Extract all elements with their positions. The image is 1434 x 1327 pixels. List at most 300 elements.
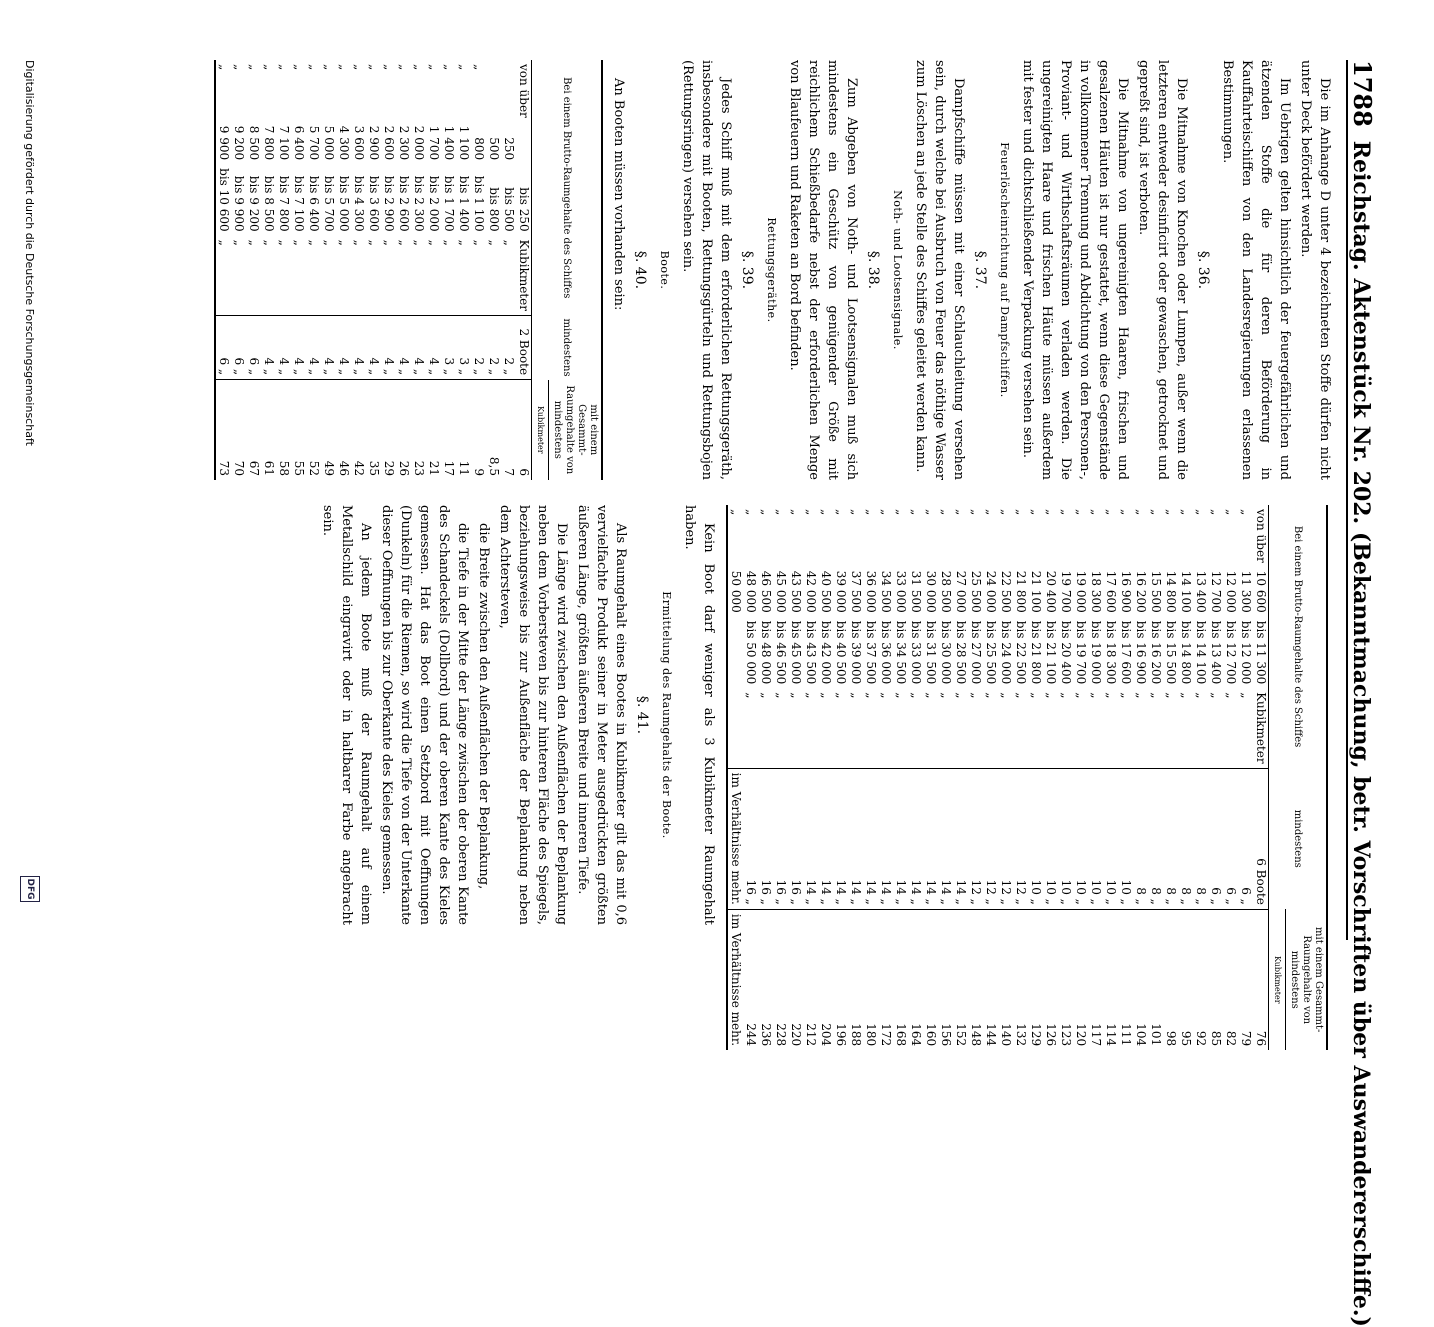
row-to-tonnage: bis 2 300	[412, 175, 426, 232]
section-heading: §. 39.	[739, 250, 755, 290]
row-unit: „	[291, 236, 306, 316]
row-unit: „	[426, 236, 441, 316]
row-from-tonnage: 15 500	[1149, 570, 1163, 613]
row-from-tonnage: 30 000	[924, 570, 938, 613]
row-to-tonnage: bis 1 700	[442, 175, 456, 232]
row-min-volume: 148	[969, 1023, 983, 1047]
section-subheading: Feuerlöscheinrichtung auf Dampfschiffen.	[998, 142, 1011, 398]
row-from-tonnage: 42 000	[804, 570, 818, 613]
row-from-tonnage: 2 900	[367, 125, 381, 161]
row-to-tonnage: bis 20 400	[1059, 620, 1073, 685]
row-boats-count: 6 „	[246, 316, 261, 380]
row-min-volume: 95	[1179, 1030, 1193, 1047]
row-min-volume: 11	[457, 460, 471, 476]
row-min-volume: 7	[502, 468, 516, 476]
row-boats-count: 6 „	[1238, 768, 1253, 909]
section-paragraph: Jedes Schiff muß mit dem erforderlichen Rettungsgeräth, insbesondere mit Booten, Rettungsgürteln und Rettungsbojen (Rettungsringen) versehen sein.	[680, 60, 733, 480]
table-row	[396, 60, 411, 480]
row-prefix: „	[472, 64, 486, 71]
row-prefix: „	[1134, 509, 1148, 516]
row-unit: „	[486, 236, 501, 316]
row-to-tonnage: bis 7 800	[277, 175, 291, 232]
row-unit: „	[1163, 688, 1178, 768]
row-prefix: „	[984, 509, 998, 516]
table-note: Kein Boot darf weniger als 3 Kubikmeter Raumgehalt haben.	[682, 505, 716, 925]
row-to-tonnage: bis 3 600	[367, 175, 381, 232]
table-row	[456, 60, 471, 480]
row-prefix: „	[894, 509, 908, 516]
row-from-tonnage: 18 300	[1089, 570, 1103, 613]
row-to-tonnage: bis 18 300	[1104, 620, 1118, 685]
row-to-tonnage: bis 28 500	[954, 620, 968, 685]
row-prefix: „	[924, 509, 938, 516]
row-from-tonnage: 48 000	[744, 570, 758, 613]
table-row	[441, 60, 456, 480]
row-unit: „	[276, 236, 291, 316]
row-from-tonnage: 12 700	[1209, 570, 1223, 613]
row-boats-count: 4 „	[396, 316, 411, 380]
row-boats-count: 4 „	[351, 316, 366, 380]
row-unit: „	[1238, 688, 1253, 768]
table-row	[1238, 505, 1253, 1050]
row-min-volume: 220	[789, 1023, 803, 1047]
row-boats-count: im Verhältnisse mehr.	[727, 768, 743, 909]
row-boats-count: 12 „	[983, 768, 998, 909]
table-row	[878, 505, 893, 1050]
row-prefix: „	[939, 509, 953, 516]
row-to-tonnage: bis 22 500	[1014, 620, 1028, 685]
row-boats-count: 4 „	[261, 316, 276, 380]
row-unit: „	[923, 688, 938, 768]
row-boats-count: 12 „	[968, 768, 983, 909]
row-prefix: „	[1014, 509, 1028, 516]
table-row	[351, 60, 366, 480]
row-unit: „	[968, 688, 983, 768]
row-unit: „	[938, 688, 953, 768]
row-from-tonnage: 19 000	[1074, 570, 1088, 613]
row-unit: „	[351, 236, 366, 316]
row-prefix: „	[819, 509, 833, 516]
table-row	[1013, 505, 1028, 1050]
row-prefix: „	[954, 509, 968, 516]
row-from-tonnage: 36 000	[864, 570, 878, 613]
row-min-volume: 160	[924, 1023, 938, 1047]
table-row	[863, 505, 878, 1050]
row-to-tonnage: bis 36 000	[879, 620, 893, 685]
row-from-tonnage: 14 100	[1179, 570, 1193, 613]
row-unit: „	[381, 236, 396, 316]
row-unit: „	[983, 688, 998, 768]
row-to-tonnage: bis 30 000	[939, 620, 953, 685]
row-boats-count: 10 „	[1028, 768, 1043, 909]
row-prefix: „	[232, 64, 246, 71]
row-prefix: „	[759, 509, 773, 516]
row-unit: „	[848, 688, 863, 768]
row-from-tonnage: 9 900	[215, 122, 231, 164]
table-row	[231, 60, 246, 480]
row-prefix: „	[1044, 509, 1058, 516]
row-to-tonnage: bis 5 700	[322, 175, 336, 232]
table-row	[1043, 505, 1058, 1050]
row-min-volume: 152	[954, 1023, 968, 1047]
row-min-volume: 188	[849, 1023, 863, 1047]
row-min-volume: 204	[819, 1023, 833, 1047]
row-prefix: „	[1104, 509, 1118, 516]
table-row	[968, 505, 983, 1050]
row-min-volume: 129	[1029, 1023, 1043, 1047]
table-body	[215, 60, 532, 480]
row-min-volume: 26	[397, 460, 411, 476]
row-min-volume: 117	[1089, 1023, 1103, 1047]
table-row	[1208, 505, 1223, 1050]
row-to-tonnage: bis 19 700	[1074, 620, 1088, 685]
row-prefix: „	[1239, 509, 1253, 516]
table-header-volume-unit: Kubikmeter	[532, 380, 549, 480]
row-to-tonnage: bis 2 600	[397, 175, 411, 232]
row-to-tonnage: bis 9 900	[232, 175, 246, 232]
row-prefix: „	[727, 505, 743, 567]
row-min-volume: 236	[759, 1023, 773, 1047]
row-to-tonnage: bis 15 500	[1164, 620, 1178, 685]
row-min-volume: 67	[247, 460, 261, 476]
row-from-tonnage: 16 200	[1134, 570, 1148, 613]
row-min-volume: 85	[1209, 1030, 1223, 1047]
row-unit: „	[321, 236, 336, 316]
row-boats-count: 3 „	[456, 316, 471, 380]
left-column	[214, 60, 1334, 480]
row-prefix: „	[1194, 509, 1208, 516]
row-from-tonnage: 11 300	[1239, 570, 1253, 613]
row-unit: „	[396, 236, 411, 316]
page-header	[1346, 60, 1388, 1327]
row-unit: „	[1208, 688, 1223, 768]
row-unit: „	[366, 236, 381, 316]
row-min-volume: 6	[517, 468, 531, 476]
row-from-tonnage: 7 800	[262, 125, 276, 161]
row-unit: „	[1073, 688, 1088, 768]
row-boats-count: 4 „	[276, 316, 291, 380]
row-from-tonnage: 8 500	[247, 125, 261, 161]
row-unit: „	[1103, 688, 1118, 768]
row-min-volume: 52	[307, 460, 321, 476]
row-unit: „	[1013, 688, 1028, 768]
section-heading: §. 38.	[865, 250, 881, 290]
row-to-tonnage: bis 24 000	[999, 620, 1013, 685]
row-prefix	[501, 60, 516, 122]
row-to-tonnage: bis 10 600	[215, 164, 231, 235]
row-from-tonnage: 45 000	[774, 570, 788, 613]
row-to-tonnage: bis 9 200	[247, 175, 261, 232]
section-subheading: Noth- und Lootsensignale.	[891, 190, 904, 350]
row-to-tonnage: bis 48 000	[759, 620, 773, 685]
row-from-tonnage: 14 800	[1164, 570, 1178, 613]
table-row	[1028, 505, 1043, 1050]
row-prefix: „	[1089, 509, 1103, 516]
section-paragraph: An Booten müssen vorhanden sein:	[611, 78, 626, 311]
row-min-volume: 101	[1149, 1023, 1163, 1047]
row-min-volume: 46	[337, 460, 351, 476]
row-unit: „	[1223, 688, 1238, 768]
row-prefix: „	[322, 64, 336, 71]
table-row	[773, 505, 788, 1050]
row-prefix: „	[277, 64, 291, 71]
row-prefix: „	[1029, 509, 1043, 516]
row-prefix: „	[307, 64, 321, 71]
table-header-tonnage: Bei einem Brutto-Raumgehalte des Schiffes	[1269, 505, 1328, 768]
row-unit: „	[261, 236, 276, 316]
row-unit: „	[833, 688, 848, 768]
row-boats-count: 3 „	[441, 316, 456, 380]
section-subheading: Boote.	[658, 250, 671, 290]
row-to-tonnage: bis 12 700	[1224, 620, 1238, 685]
row-boats-count: 2 „	[501, 316, 516, 380]
row-min-volume: 98	[1164, 1030, 1178, 1047]
row-prefix: „	[382, 64, 396, 71]
row-unit: „	[1043, 688, 1058, 768]
row-min-volume: 140	[999, 1023, 1013, 1047]
table-row	[1163, 505, 1178, 1050]
row-boats-count: 16 „	[758, 768, 773, 909]
row-to-tonnage: bis 25 500	[984, 620, 998, 685]
row-unit: „	[336, 236, 351, 316]
row-min-volume: 61	[262, 460, 276, 476]
table-row	[938, 505, 953, 1050]
row-from-tonnage: 31 500	[909, 570, 923, 613]
table-row	[803, 505, 818, 1050]
row-min-volume: 156	[939, 1023, 953, 1047]
row-unit: „	[908, 688, 923, 768]
section-paragraph: Als Raumgehalt eines Bootes in Kubikmeter gilt das mit 0,6 vervielfachte Produkt seiner in Meter ausgedrückten größten äußeren Länge, größten äußeren Breite und inneren Tiefe.	[575, 505, 628, 925]
table-row	[381, 60, 396, 480]
row-boats-count: 10 „	[1088, 768, 1103, 909]
row-unit: „	[246, 236, 261, 316]
row-to-tonnage: bis 500	[502, 187, 516, 232]
row-prefix: von über	[1254, 509, 1268, 563]
section-heading: §. 37.	[972, 250, 988, 290]
row-boats-count: 2 Boote	[516, 316, 532, 380]
row-boats-count: 6 „	[231, 316, 246, 380]
row-boats-count: 14 „	[818, 768, 833, 909]
row-from-tonnage: 19 700	[1059, 570, 1073, 613]
row-prefix: „	[215, 60, 231, 122]
row-unit: „	[1178, 688, 1193, 768]
digitization-note: Digitalisierung gefördert durch die Deutsche Forschungsgemeinschaft	[23, 60, 36, 446]
table-row	[426, 60, 441, 480]
row-unit: „	[471, 236, 486, 316]
row-unit: „	[231, 236, 246, 316]
row-unit: „	[878, 688, 893, 768]
row-prefix: „	[427, 64, 441, 71]
row-to-tonnage: bis 13 400	[1209, 620, 1223, 685]
row-from-tonnage: 9 200	[232, 125, 246, 161]
row-to-tonnage: bis 33 000	[909, 620, 923, 685]
table-row	[215, 60, 231, 480]
row-min-volume: 23	[412, 460, 426, 476]
row-boats-count: 14 „	[863, 768, 878, 909]
row-prefix: „	[367, 64, 381, 71]
row-prefix: „	[774, 509, 788, 516]
row-from-tonnage: 1 400	[442, 125, 456, 161]
row-from-tonnage: 17 600	[1104, 570, 1118, 613]
row-prefix: „	[849, 509, 863, 516]
row-boats-count: 2 „	[471, 316, 486, 380]
table-row	[501, 60, 516, 480]
row-boats-count: 16 „	[773, 768, 788, 909]
table-row	[998, 505, 1013, 1050]
table-row	[471, 60, 486, 480]
row-boats-count: 4 „	[321, 316, 336, 380]
right-column	[316, 505, 1334, 1047]
row-from-tonnage: 34 500	[879, 570, 893, 613]
table-row	[788, 505, 803, 1050]
row-min-volume: 114	[1104, 1023, 1118, 1047]
row-to-tonnage: bis 8 500	[262, 175, 276, 232]
row-min-volume: 144	[984, 1023, 998, 1047]
row-to-tonnage: bis 45 000	[789, 620, 803, 685]
row-prefix: „	[969, 509, 983, 516]
row-min-volume: im Verhältnisse mehr.	[727, 909, 743, 1050]
table-row	[321, 60, 336, 480]
row-min-volume: 172	[879, 1023, 893, 1047]
row-prefix: „	[999, 509, 1013, 516]
row-to-tonnage: bis 800	[487, 187, 501, 232]
row-min-volume: 228	[774, 1023, 788, 1047]
row-from-tonnage: 16 900	[1119, 570, 1133, 613]
row-boats-count: 8 „	[1133, 768, 1148, 909]
boats-table-right	[726, 505, 1328, 1050]
row-unit: „	[773, 688, 788, 768]
table-row	[291, 60, 306, 480]
row-unit: „	[1133, 688, 1148, 768]
row-to-tonnage: bis 12 000	[1239, 620, 1253, 685]
row-min-volume: 49	[322, 460, 336, 476]
table-header-volume: mit einem Gesammt-Raumgehalte von mindestens	[1286, 909, 1328, 1050]
table-header-tonnage: Bei einem Brutto-Raumgehalte des Schiffes	[532, 60, 603, 316]
table-row	[276, 60, 291, 480]
row-to-tonnage: bis 43 500	[804, 620, 818, 685]
row-prefix: „	[1179, 509, 1193, 516]
section-subheading: Ermittelung des Raumgehalts der Boote.	[660, 591, 673, 839]
table-row	[893, 505, 908, 1050]
row-from-tonnage: 500	[487, 137, 501, 161]
row-unit: „	[953, 688, 968, 768]
row-boats-count: 14 „	[848, 768, 863, 909]
row-unit: „	[788, 688, 803, 768]
row-to-tonnage: bis 34 500	[894, 620, 908, 685]
row-min-volume: 126	[1044, 1023, 1058, 1047]
row-boats-count: 12 „	[998, 768, 1013, 909]
row-min-volume: 132	[1014, 1023, 1028, 1047]
table-row	[246, 60, 261, 480]
row-from-tonnage: 5 000	[322, 125, 336, 161]
row-to-tonnage: bis 16 200	[1149, 620, 1163, 685]
table-row	[411, 60, 426, 480]
row-boats-count: 8 „	[1163, 768, 1178, 909]
row-to-tonnage: bis 7 100	[292, 175, 306, 232]
row-prefix: „	[442, 64, 456, 71]
row-min-volume: 92	[1194, 1030, 1208, 1047]
row-from-tonnage: 2 300	[397, 125, 411, 161]
table-row	[1133, 505, 1148, 1050]
row-to-tonnage: bis 11 300	[1254, 620, 1268, 685]
table-row	[261, 60, 276, 480]
row-from-tonnage: 6 400	[292, 125, 306, 161]
intro-paragraph: Im Uebrigen gelten hinsichtlich der feuergefährlichen und ätzenden Stoffe die für deren Beförderung in Kauffahrteischiffen von den Landesregierungen erlassenen Bestimmungen.	[1220, 60, 1292, 480]
row-boats-count: 14 „	[953, 768, 968, 909]
row-from-tonnage: 21 800	[1014, 570, 1028, 613]
row-unit	[727, 688, 743, 768]
row-to-tonnage: bis 1 100	[472, 175, 486, 232]
row-prefix: „	[1119, 509, 1133, 516]
row-boats-count: 4 „	[366, 316, 381, 380]
section-paragraph: Die Länge wird zwischen den Außenflächen der Beplankung neben dem Vorbersteven bis zur hinteren Fläche des Spiegels, beziehungsweise bis zur Außenfläche der Beplankung neben dem Achtersteven,	[497, 505, 569, 925]
row-from-tonnage: 10 600	[1254, 570, 1268, 613]
table-row	[1223, 505, 1238, 1050]
row-boats-count: 2 „	[486, 316, 501, 380]
row-unit: Kubikmeter	[1253, 688, 1269, 768]
row-min-volume: 76	[1254, 1030, 1268, 1047]
table-row	[1058, 505, 1073, 1050]
row-from-tonnage: 1 100	[457, 125, 471, 161]
row-boats-count: 4 „	[291, 316, 306, 380]
row-from-tonnage: 24 000	[984, 570, 998, 613]
row-min-volume: 244	[744, 1023, 758, 1047]
row-from-tonnage: 3 600	[352, 125, 366, 161]
row-from-tonnage: 50 000	[727, 567, 743, 617]
section-paragraph: Dampfschiffe müssen mit einer Schlauchleitung versehen sein, durch welche bei Ausbruch von Feuer das nöthige Wasser zum Löschen an jede Stelle des Schiffes geleitet werden kann.	[913, 60, 966, 480]
boats-table-left	[214, 60, 603, 480]
row-to-tonnage: bis 40 500	[834, 620, 848, 685]
row-min-volume: 70	[232, 460, 246, 476]
page-number: 1788	[1348, 60, 1377, 127]
row-to-tonnage: bis 5 000	[337, 175, 351, 232]
row-prefix: „	[412, 64, 426, 71]
row-prefix: „	[397, 64, 411, 71]
row-boats-count: 8 „	[1178, 768, 1193, 909]
table-row	[833, 505, 848, 1050]
table-row	[306, 60, 321, 480]
row-prefix: „	[352, 64, 366, 71]
row-prefix: „	[864, 509, 878, 516]
table-row	[486, 60, 501, 480]
row-unit: „	[1118, 688, 1133, 768]
row-boats-count: 4 „	[336, 316, 351, 380]
row-to-tonnage: bis 16 900	[1134, 620, 1148, 685]
row-to-tonnage: bis 4 300	[352, 175, 366, 232]
row-from-tonnage: 22 500	[999, 570, 1013, 613]
row-to-tonnage: bis 6 400	[307, 175, 321, 232]
row-boats-count: 14 „	[923, 768, 938, 909]
row-boats-count: 10 „	[1103, 768, 1118, 909]
table-header-boats: mindestens	[1269, 768, 1328, 909]
row-unit: „	[1028, 688, 1043, 768]
row-prefix: „	[292, 64, 306, 71]
row-boats-count: 14 „	[893, 768, 908, 909]
row-to-tonnage: bis 50 000	[744, 620, 758, 685]
row-to-tonnage: bis 2 900	[382, 175, 396, 232]
table-row	[1103, 505, 1118, 1050]
row-prefix: „	[804, 509, 818, 516]
row-min-volume: 58	[277, 460, 291, 476]
row-min-volume: 168	[894, 1023, 908, 1047]
row-from-tonnage: 2 600	[382, 125, 396, 161]
row-to-tonnage: bis 17 600	[1119, 620, 1133, 685]
row-min-volume: 73	[215, 380, 231, 480]
section-paragraph: die Tiefe in der Mitte der Länge zwischen der oberen Kante des Schandeckels (Dollbord) und der oberen Kante des Kieles gemessen. Hat das Boot einen Setzbord mit Oeffnungen (Dunkeln) für die Riemen, so wird die Tiefe von der Unterkante dieser Oeffnungen bis zur Oberkante des Kieles gemessen.	[379, 505, 470, 925]
row-to-tonnage: bis 1 400	[457, 175, 471, 232]
row-min-volume: 55	[292, 460, 306, 476]
section-heading: §. 40.	[632, 250, 648, 290]
